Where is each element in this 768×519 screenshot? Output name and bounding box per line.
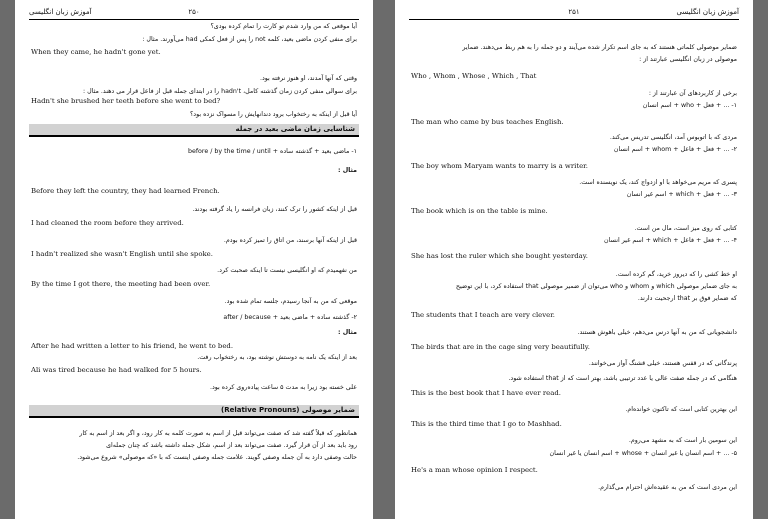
section-heading xyxy=(29,124,359,137)
text-line: برخی از کاربردهای آن عبارتند از : xyxy=(648,90,737,97)
text-line: همانطور که قبلاً گفته شد که صفت می‌تواند قبل از اسم به صورت کلمه به کار رود، و اگر بعد از اسم به کار xyxy=(79,430,357,437)
text-line: ضمایر موصولی کلماتی هستند که به جای اسم تکرار شده می‌آیند و دو جمله را به هم ربط می‌دهند. ضمایر xyxy=(462,44,737,51)
text-line: ۲- گذشته ساده + ماضی بعید + after / because xyxy=(223,314,357,321)
text-line: Before they left the country, they had learned French. xyxy=(31,187,220,195)
text-line: دانشجویانی که من به آنها درس می‌دهم، خیلی باهوش هستند. xyxy=(577,329,737,336)
text-line: حالت وصفی دارد به آن جمله وصفی گویند. علامت جمله وصفی اینست که با «که موصولی» شروع می‌شود. xyxy=(77,454,357,461)
section-heading xyxy=(29,405,359,418)
section-title: ضمایر موصولی (Relative Pronouns) xyxy=(220,406,355,414)
text-line: ۲- ... + فعل + فاعل + whom + اسم انسان xyxy=(613,146,737,153)
text-line: مثال : xyxy=(337,329,357,336)
text-line: The boy whom Maryam wants to marry is a writer. xyxy=(411,162,588,170)
text-line: که ضمایر فوق بر that ارجحیت دارند. xyxy=(637,295,737,302)
text-line: مردی که با اتوبوس آمد، انگلیسی تدریس می‌کند. xyxy=(609,134,737,141)
text-line: آیا قبل از اینکه به رختخواب برود دندانهایش را مسواک نزده بود؟ xyxy=(189,111,357,118)
text-line: ۵- ... + اسم انسان یا غیر انسان + whose + اسم انسان یا غیر انسان xyxy=(549,450,737,457)
text-line: I had cleaned the room before they arrived. xyxy=(31,219,184,227)
text-line: ۱- ... + فعل + who + اسم انسان xyxy=(642,102,737,109)
text-line: She has lost the ruler which she bought yesterday. xyxy=(411,252,588,260)
text-line: به جای ضمایر موصولی which و whom و who می‌توان از ضمیر موصولی that استفاده کرد، با این توضیح xyxy=(455,283,737,290)
text-line: قبل از اینکه آنها برسند، من اتاق را تمیز کرده بودم. xyxy=(223,237,357,244)
text-line: He's a man whose opinion I respect. xyxy=(411,466,538,474)
text-line: The book which is on the table is mine. xyxy=(411,207,548,215)
text-line: من نفهمیدم که او انگلیسی نیست تا اینکه صحبت کرد. xyxy=(217,267,357,274)
right-page xyxy=(395,0,753,519)
text-line: این سومین بار است که به مشهد می‌روم. xyxy=(628,437,737,444)
text-line: Who , Whom , Whose , Which , That xyxy=(411,72,537,80)
text-line: After he had written a letter to his friend, he went to bed. xyxy=(31,342,234,350)
text-line: آیا موقعی که من وارد شدم تو کارت را تمام کرده بودی؟ xyxy=(210,23,357,30)
header-rule xyxy=(29,19,359,20)
text-line: هنگامی که در جمله صفت عالی یا عدد ترتیبی باشد، بهتر است که از that استفاده شود. xyxy=(508,375,737,382)
section-title: شناسایی زمان ماضی بعید در جمله xyxy=(235,125,355,133)
text-line: موقعی که من به آنجا رسیدم، جلسه تمام شده بود. xyxy=(224,298,357,305)
page-header xyxy=(29,7,359,18)
text-line: این بهترین کتابی است که تاکنون خوانده‌ام. xyxy=(625,406,737,413)
text-line: This is the best book that I have ever read. xyxy=(411,389,561,397)
text-line: The students that I teach are very clever. xyxy=(411,311,555,319)
text-line: The birds that are in the cage sing very beautifully. xyxy=(411,343,590,351)
header-title: آموزش زبان انگلیسی xyxy=(29,8,92,16)
page-header xyxy=(409,7,739,18)
text-line: ۴- ... + فعل + فاعل + which + اسم غیر انسان xyxy=(604,237,737,244)
text-line: علی خسته بود زیرا به مدت ۵ ساعت پیاده‌روی کرده بود. xyxy=(209,384,357,391)
text-line: او خط کشی را که دیروز خرید، گم کرده است. xyxy=(615,271,737,278)
text-line: پسری که مریم می‌خواهد با او ازدواج کند، یک نویسنده است. xyxy=(579,179,737,186)
text-line: پرندگانی که در قفس هستند، خیلی قشنگ آواز می‌خوانند. xyxy=(588,360,737,367)
text-line: By the time I got there, the meeting had been over. xyxy=(31,280,211,288)
header-rule xyxy=(409,19,739,20)
header-title: آموزش زبان انگلیسی xyxy=(676,8,739,16)
text-line: I hadn't realized she wasn't English until she spoke. xyxy=(31,250,213,258)
text-line: مثال : xyxy=(337,167,357,174)
text-line: قبل از اینکه کشور را ترک کنند، زبان فرانسه را یاد گرفته بودند. xyxy=(192,206,357,213)
text-line: موصولی در زبان انگلیسی عبارتند از : xyxy=(639,56,737,63)
text-line: برای منفی کردن ماضی بعید، کلمه not را پس از فعل کمکی had می‌آورند. مثال : xyxy=(142,36,357,43)
left-page xyxy=(15,0,373,519)
page-number: ۲۵۱ xyxy=(568,8,580,16)
text-line: بعد از اینکه یک نامه به دوستش نوشته بود، به رختخواب رفت. xyxy=(197,354,357,361)
text-line: برای سوالی منفی کردن زمان گذشته کامل، hadn't را در ابتدای جمله قبل از فاعل قرار می دهند. مثال : xyxy=(83,88,357,95)
text-line: ۱- ماضی بعید + گذشته ساده + before / by the time / until xyxy=(187,148,357,155)
text-line: Ali was tired because he had walked for 5 hours. xyxy=(31,366,202,374)
text-line: کتابی که روی میز است، مال من است. xyxy=(634,225,737,232)
text-line: وقتی که آنها آمدند، او هنوز نرفته بود. xyxy=(259,75,357,82)
page-number: ۲۵۰ xyxy=(188,8,200,16)
text-line: The man who came by bus teaches English. xyxy=(411,118,564,126)
text-line: این مردی است که من به عقیده‌اش احترام می‌گذارم. xyxy=(598,484,737,491)
text-line: رود باید بعد از آن قرار گیرد. صفت می‌تواند بعد از اسم، شکل جمله داشته باشد که چنان جمله‌ای xyxy=(106,442,357,449)
text-line: ۳- ... + فعل + which + اسم غیر انسان xyxy=(626,191,737,198)
text-line: This is the third time that I go to Mashhad. xyxy=(411,420,562,428)
text-line: Hadn't she brushed her teeth before she went to bed? xyxy=(31,97,221,105)
text-line: When they came, he hadn't gone yet. xyxy=(31,48,161,56)
